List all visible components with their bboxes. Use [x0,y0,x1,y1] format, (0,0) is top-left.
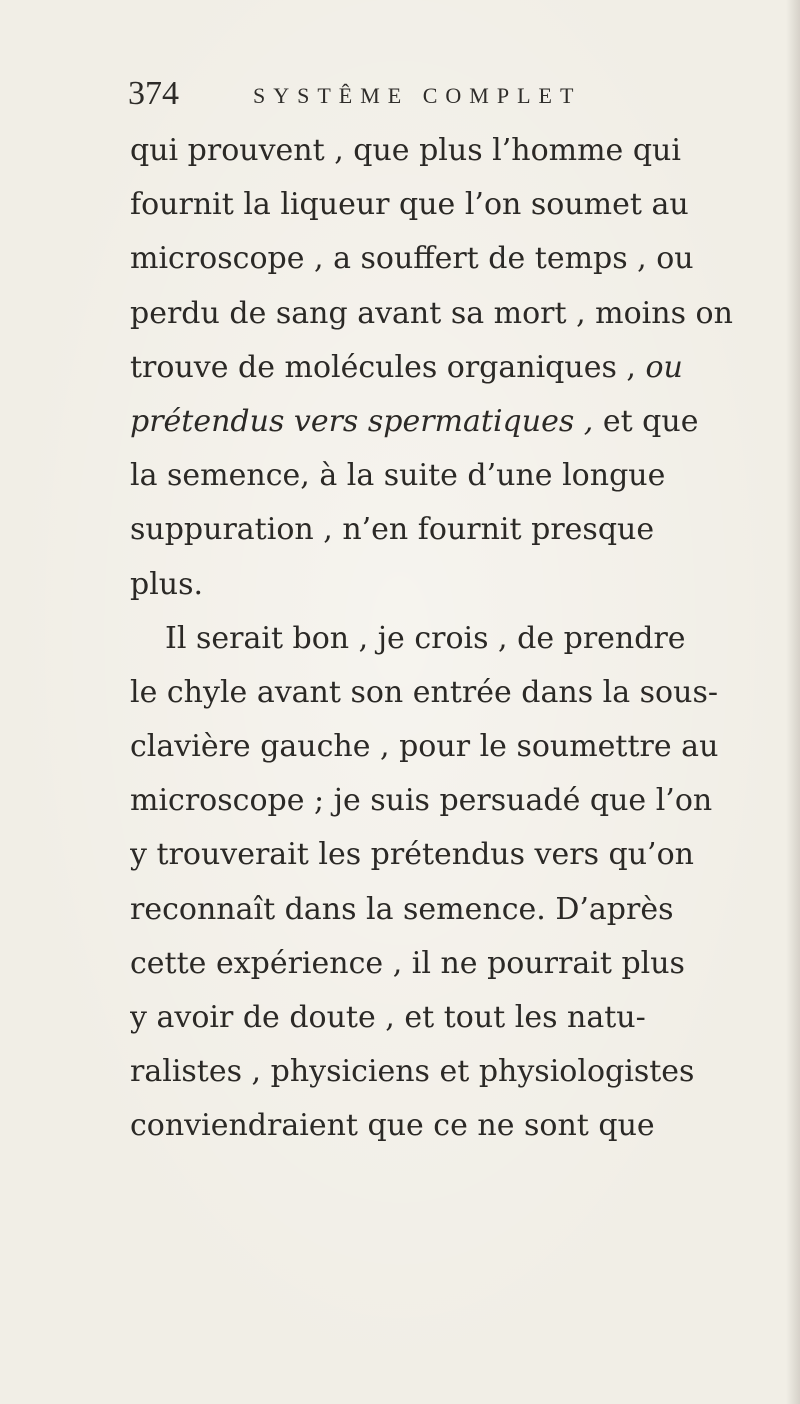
text-line: ralistes , physiciens et physiologistes [130,1054,695,1090]
running-title: SYSTÊME COMPLET [253,83,582,108]
text-line: suppuration , n’en fournit presque [130,512,655,548]
text-line: plus. [130,566,204,602]
line-text: et que [593,403,699,439]
page-number: 374 [128,75,179,112]
text-line: qui prouvent , que plus l’homme qui [130,133,681,168]
text-line [130,395,795,449]
text-line: cette expérience , il ne pourrait plus [130,945,685,981]
text-line: microscope , a souffert de temps , ou [130,241,694,277]
text-line: fournit la liqueur que l’on soumet au [130,187,689,223]
italic-text: prétendus vers spermatiques , [130,403,594,439]
text-line: reconnaît dans la semence. D’après [130,891,674,927]
text-line: y avoir de doute , et tout les natu- [130,1000,646,1035]
body-text [130,124,795,1154]
text-line: la semence, à la suite d’une longue [130,458,666,494]
text-line: perdu de sang avant sa mort , moins on [130,295,733,331]
running-head [128,72,708,116]
text-line: conviendraient que ce ne sont que [130,1108,655,1144]
text-line: le chyle avant son entrée dans la sous- [130,674,718,710]
italic-text: ou [645,349,683,385]
text-line [130,341,795,395]
text-line: microscope ; je suis persuadé que l’on [130,783,713,819]
text-line: clavière gauche , pour le soumettre au [130,729,719,765]
paragraph-first-line: Il serait bon , je crois , de prendre [165,620,686,656]
line-text: trouve de molécules organiques , [130,349,646,385]
text-line: y trouverait les prétendus vers qu’on [130,837,694,873]
